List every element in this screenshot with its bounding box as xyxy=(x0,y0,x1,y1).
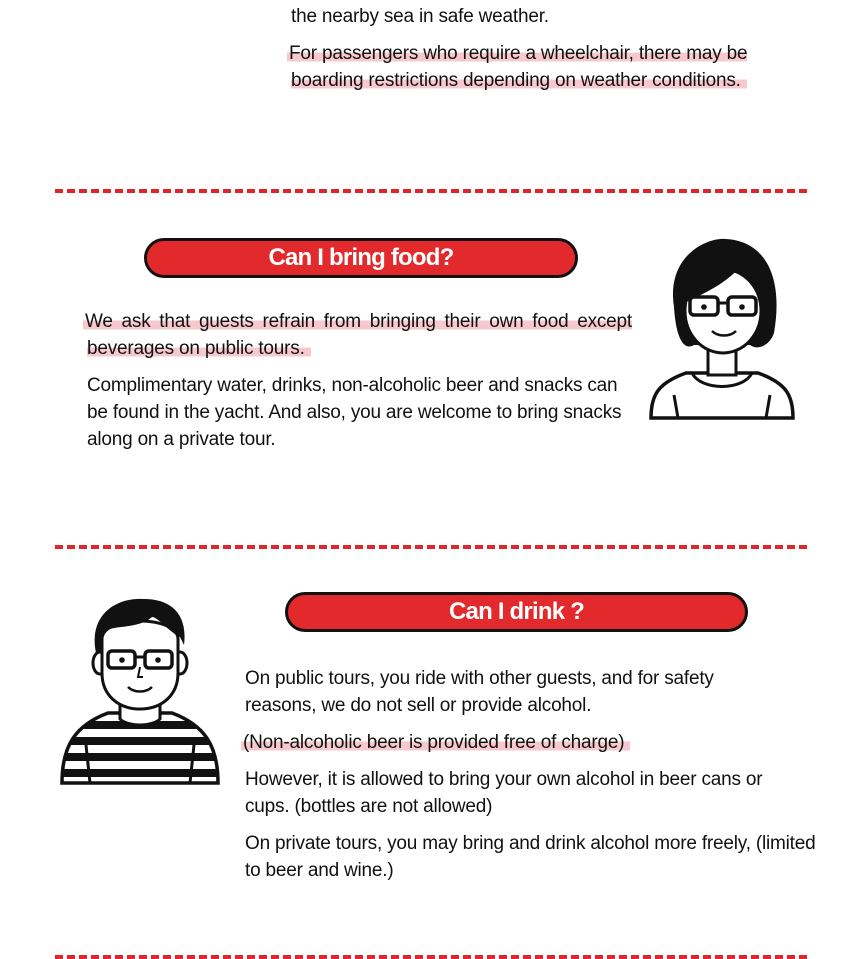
top-text-line: the nearby sea in safe weather. xyxy=(291,6,549,27)
food-highlight-text xyxy=(87,308,632,362)
drink-highlight-span: (Non-alcoholic beer is provided free of charge) xyxy=(241,732,630,753)
drink-public-tour-text: On public tours, you ride with other guests, and for safety reasons, we do not sell or provide alcohol. xyxy=(245,668,714,716)
section-divider-1 xyxy=(55,189,807,193)
woman-with-glasses-icon xyxy=(646,235,798,423)
section-divider-2 xyxy=(55,545,807,549)
section-divider-3 xyxy=(55,955,807,959)
drink-private-tour-text: On private tours, you may bring and drink alcohol more freely, (limited to beer and wine.) xyxy=(245,833,816,881)
food-highlight-span: We ask that guests refrain from bringing their own food except beverages on public tours. xyxy=(85,311,632,359)
food-question-heading: Can I bring food? xyxy=(144,238,578,278)
drink-question-heading: Can I drink ? xyxy=(285,592,748,632)
wheelchair-note xyxy=(291,40,811,94)
man-with-glasses-striped-shirt-icon xyxy=(58,595,222,787)
food-body-text: Complimentary water, drinks, non-alcoholic beer and snacks can be found in the yacht. And also, you are welcome to bring snacks along on a private tour. xyxy=(87,375,622,450)
drink-highlight-text xyxy=(245,729,805,756)
wheelchair-note-highlight: For passengers who require a wheelchair, there may be boarding restrictions depending on weather conditions. xyxy=(289,43,748,91)
drink-byo-text: However, it is allowed to bring your own alcohol in beer cans or cups. (bottles are not allowed) xyxy=(245,769,763,817)
